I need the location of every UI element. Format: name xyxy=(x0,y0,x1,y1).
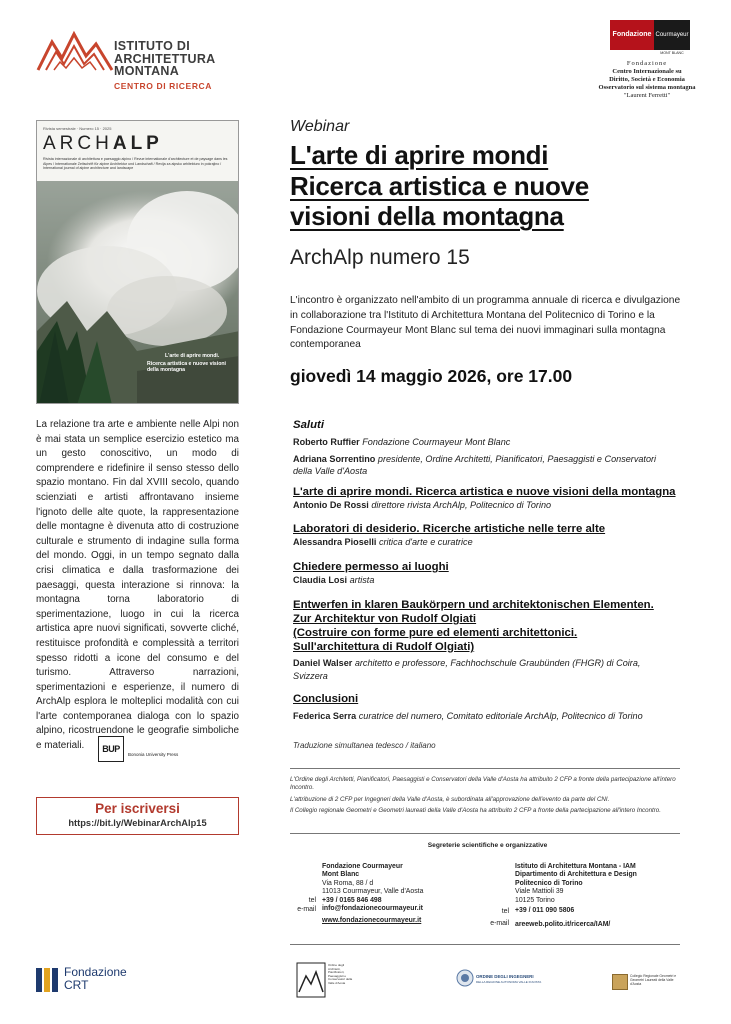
talk4-heading3: (Costruire con forme pure ed elementi architettonici. xyxy=(293,627,578,639)
speaker-name: Alessandra Pioselli xyxy=(293,537,377,547)
bup-mark: BUP xyxy=(98,736,124,762)
talk2-heading: Laboratori di desiderio. Ricerche artistiche nelle terre alte xyxy=(293,523,606,535)
contact-email[interactable]: areeweb.polito.it/ricerca/IAM/ xyxy=(515,921,611,929)
fondazione-crt-logo xyxy=(36,966,146,996)
speaker-name: Daniel Walser xyxy=(293,658,353,668)
ordine-ingegneri-text2: DELLA REGIONE AUTONOMA VALLE D'AOSTA xyxy=(476,980,542,984)
speaker-role: architetto e professore, Fachhochschule Graubünden (FHGR) di Coira, xyxy=(354,658,641,668)
contact-tel: +39 / 0165 846 498 xyxy=(322,896,382,904)
contact-org: Mont Blanc xyxy=(322,871,360,879)
program-conclusioni xyxy=(293,692,703,723)
event-title-line3: visioni della montagna xyxy=(290,201,564,231)
ordine-ingegneri-mark-icon xyxy=(456,967,474,989)
contact-email-label: e-mail xyxy=(490,920,509,927)
talk4-heading4: Sull'architettura di Rudolf Olgiati) xyxy=(293,641,475,653)
cover-issue-info: Rivista semestrale · Numero 15 · 2025 xyxy=(43,126,112,131)
saluti-speaker2 xyxy=(293,453,703,466)
program-talk4 xyxy=(293,598,703,682)
cover-brand-a: ARCH xyxy=(43,133,113,154)
talk4-heading1: Entwerfen in klaren Baukörpern und architektonischen Elementen. xyxy=(293,599,654,611)
talk3-speaker xyxy=(293,574,703,587)
iam-name-line1: ISTITUTO DI xyxy=(114,39,190,53)
cover-brand xyxy=(43,133,163,155)
fcmb-badge xyxy=(610,20,700,54)
talk3-heading: Chiedere permesso ai luoghi xyxy=(293,561,449,573)
publisher-logo xyxy=(98,736,208,766)
fcmb-line5: "Laurent Ferretti" xyxy=(623,92,671,99)
cfp-note-3: Il Collegio regionale Geometri e Geometri laureati della Valle d'Aosta ha attribuito 2 CFP a fronte della partecipazione all'intero Incontro. xyxy=(290,806,661,814)
speaker-name: Roberto Ruffier xyxy=(293,437,360,447)
event-kicker: Webinar xyxy=(290,118,350,135)
collegio-geometri-logo xyxy=(612,972,682,994)
speaker-role: della Valle d'Aosta xyxy=(293,466,368,477)
contact-iam xyxy=(515,863,695,930)
contact-address: 10125 Torino xyxy=(515,896,555,904)
program-talk3 xyxy=(293,560,703,587)
fcmb-text xyxy=(592,60,702,100)
collegio-mark-icon xyxy=(612,974,628,990)
program-talk2 xyxy=(293,522,703,549)
talk2-speaker xyxy=(293,536,703,549)
speaker-role: critica d'arte e curatrice xyxy=(378,537,473,547)
speaker-role: direttore rivista ArchAlp, Politecnico di Torino xyxy=(371,500,552,510)
speaker-role: curatrice del numero, Comitato editoriale ArchAlp, Politecnico di Torino xyxy=(358,711,643,721)
event-title xyxy=(290,140,710,232)
speaker-role: presidente, Ordine Architetti, Pianificatori, Paesaggisti e Conservatori xyxy=(377,453,657,464)
talk1-speaker xyxy=(293,499,703,512)
contact-web[interactable]: www.fondazionecourmayeur.it xyxy=(322,917,422,925)
event-subtitle: ArchAlp numero 15 xyxy=(290,246,470,269)
secretariat-heading: Segreterie scientifiche e organizzative xyxy=(427,842,548,849)
contact-org: Istituto di Architettura Montana - IAM xyxy=(515,863,636,870)
crt-line2: CRT xyxy=(64,978,89,992)
fcmb-badge-right: Courmayeur xyxy=(654,20,690,50)
contact-email-label: e-mail xyxy=(297,906,316,913)
speaker-role: artista xyxy=(349,575,375,585)
talk1-heading: L'arte di aprire mondi. Ricerca artistica e nuove visioni della montagna xyxy=(293,486,676,498)
cfp-note-2: L'attribuzione di 2 CFP per Ingegneri della Valle d'Aosta, è subordinata all'approvazione dell'evento da parte del CNI. xyxy=(290,795,610,803)
talk4-speaker xyxy=(293,657,703,670)
fcmb-line4: Osservatorio sul sistema montagna xyxy=(598,84,696,91)
fcmb-badge-left: Fondazione xyxy=(610,20,654,50)
register-title: Per iscriversi xyxy=(95,801,180,816)
program-saluti xyxy=(293,418,703,478)
cfp-notes xyxy=(290,776,685,818)
speaker-name: Adriana Sorrentino xyxy=(293,453,376,464)
cover-description: Rivista internazionale di architettura e paesaggio alpino / Revue internationale d'architecture et de paysage dans les Alpes / Internationale Zeitschrift für alpine Architektur und Landschaft / Revija za alpsko arhitekturo in pokrajino / International journal of alpine architecture and landscape xyxy=(43,157,228,171)
cover-caption1: L'arte di aprire mondi. xyxy=(165,353,220,359)
contact-address: 11013 Courmayeur, Valle d'Aosta xyxy=(322,888,424,896)
register-link[interactable]: https://bit.ly/WebinarArchAlp15 xyxy=(68,818,207,828)
mountain-logo-icon xyxy=(36,30,114,74)
conclusioni-speaker xyxy=(293,710,703,723)
contact-fcmb xyxy=(322,863,472,926)
saluti-speaker1 xyxy=(293,436,703,449)
fcmb-line1: Fondazione xyxy=(626,60,668,67)
talk4-heading2: Zur Architektur von Rudolf Olgiati xyxy=(293,613,477,625)
crt-bars-icon xyxy=(36,968,60,992)
cfp-note-1: L'Ordine degli Architetti, Pianificatori, Paesaggisti e Conservatori della Valle d'Aosta ha attribuito 2 CFP a fronte della partecipazione all'intero Incontro. xyxy=(290,776,676,792)
crt-line1: Fondazione xyxy=(64,965,127,979)
fcmb-badge-sub: MONT BLANC xyxy=(660,51,684,55)
description-text: La relazione tra arte e ambiente nelle Alpi non è mai stata un semplice esercizio estetico ma un gesto conoscitivo, un modo di comprendere e ridefinire il senso stesso dello spazio montano. Fin dal XVIII secolo, quando scienziati e artisti affrontavano insieme l'ignoto delle alte quote, la rappresentazione delle montagne è divenuta atto di costruzione culturale e strumento di indagine sulla forma del mondo. Oggi, in un tempo segnato dalla crisi climatica e dalla trasformazione dei paesaggi, questa interazione si rinnova: la montagna torna laboratorio di sperimentazione, luogo in cui la ricerca artistica apre nuovi significati, sovverte cliché, restituisce profondità e complessità a territori spesso ridotti a icone del consumo e del turismo. Attraverso narrazioni, sperimentazioni e esperienze, il numero di ArchAlp esplora le molteplici modalità con cui l'arte contemporanea dialoga con lo spazio alpino, ricostruendone le geografie simboliche e materiali. xyxy=(36,419,239,752)
cover-caption2: Ricerca artistica e nuove visioni della montagna xyxy=(147,361,227,373)
contact-org: Fondazione Courmayeur xyxy=(322,863,403,870)
crt-text xyxy=(64,966,127,992)
contact-address: Viale Mattioli 39 xyxy=(515,888,564,896)
contact-tel: +39 / 011 090 5806 xyxy=(515,907,575,915)
ordine-architetti-mark-icon xyxy=(296,962,326,998)
iam-name-line2: ARCHITETTURA xyxy=(114,51,216,66)
contact-org: Politecnico di Torino xyxy=(515,879,583,887)
divider xyxy=(290,833,680,834)
event-title-line2: Ricerca artistica e nuove xyxy=(290,170,589,201)
archalp-cover xyxy=(36,120,239,404)
event-title-line1: L'arte di aprire mondi xyxy=(290,140,549,170)
contact-org: Dipartimento di Architettura e Design xyxy=(515,871,637,879)
cover-brand-b: ALP xyxy=(112,133,163,154)
translation-note: Traduzione simultanea tedesco / italiano xyxy=(293,741,436,750)
contact-email[interactable]: info@fondazionecourmayeur.it xyxy=(322,905,423,913)
conclusioni-heading: Conclusioni xyxy=(293,693,359,705)
fcmb-line3: Diritto, Società e Economia xyxy=(609,76,685,83)
speaker-role: Svizzera xyxy=(293,670,328,681)
cover-header xyxy=(37,121,238,181)
ordine-ingegneri-text1: ORDINE DEGLI INGEGNERI xyxy=(476,974,534,979)
fcmb-line2: Centro Internazionale su xyxy=(612,68,682,75)
event-date: giovedì 14 maggio 2026, ore 17.00 xyxy=(290,366,573,386)
contact-tel-label: tel xyxy=(308,897,316,904)
ordine-architetti-text: Ordine degli Architetti, Pianificatori, Paesaggisti e Conservatori della Valle d'Aosta xyxy=(328,963,353,985)
register-box xyxy=(36,797,239,835)
program-talk1 xyxy=(293,485,703,512)
iam-logo xyxy=(36,30,236,91)
speaker-name: Federica Serra xyxy=(293,711,357,721)
ordine-architetti-logo xyxy=(296,962,354,1000)
contact-address: Via Roma, 88 / d xyxy=(322,879,374,887)
contact-tel-label: tel xyxy=(501,908,509,915)
fondazione-courmayeur-logo xyxy=(590,20,710,104)
speaker-name: Antonio De Rossi xyxy=(293,500,369,510)
event-intro: L'incontro è organizzato nell'ambito di un programma annuale di ricerca e divulgazione in collaborazione tra l'Istituto di Architettura Montana del Politecnico di Torino e la Fondazione Courmayeur Mont Blanc sul tema dei nuovi immaginari sulla montagna contemporanea xyxy=(290,295,681,351)
saluti-speaker2-role2 xyxy=(293,465,703,478)
saluti-heading: Saluti xyxy=(293,419,325,431)
bup-name: Bononia University Press xyxy=(128,752,179,757)
divider xyxy=(290,944,680,945)
divider xyxy=(290,768,680,769)
collegio-text: Collegio Regionale Geometri e Geometri Laureati della Valle d'Aosta xyxy=(630,974,677,987)
talk4-speaker-role2 xyxy=(293,670,703,683)
ordine-ingegneri-logo xyxy=(456,967,566,993)
speaker-role: Fondazione Courmayeur Mont Blanc xyxy=(362,437,511,447)
iam-subtitle: CENTRO DI RICERCA xyxy=(114,80,213,91)
speaker-name: Claudia Losi xyxy=(293,575,348,585)
iam-name-line3: MONTANA xyxy=(114,64,180,78)
